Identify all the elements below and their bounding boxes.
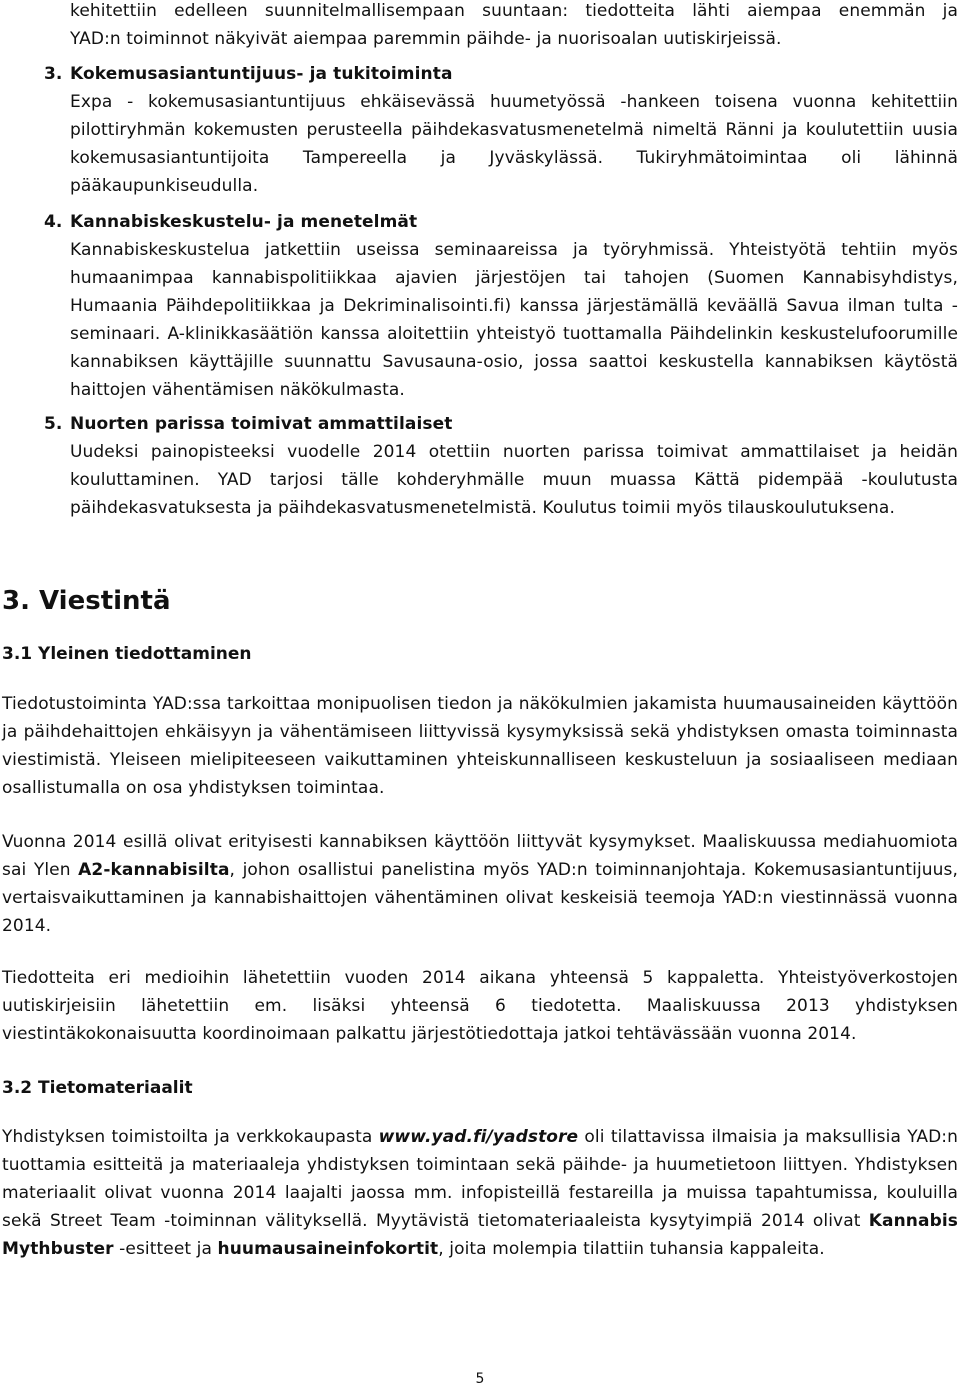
para-text-b: oli tilattavissa ilmaisia ja maksullisia YAD:n tuottamia esitteitä ja materiaaleja yhdistyksen toimintaan sekä päihde- ja huumetietoon liittyen. Yhdistyksen materiaalit olivat vuonna 2014 laajalti jaossa mm. infopisteillä festareilla ja muissa tapahtumissa, kouluilla sekä Street Team -toiminnan välityksellä. Myytävistä tietomateriaaleista kysytyimpiä 2014 olivat bbox=[2, 1127, 958, 1231]
bold-term-infokortit: huumausaineinfokortit bbox=[217, 1239, 439, 1259]
section-3-1-para-3 bbox=[2, 964, 958, 1048]
section-3-1-para-2 bbox=[2, 828, 958, 940]
list-item-5 bbox=[44, 410, 958, 522]
section-3-1-para-3-text: Tiedotteita eri medioihin lähetettiin vuoden 2014 aikana yhteensä 5 kappaletta. Yhteistyöverkostojen uutiskirjeisiin lähetettiin em. lisäksi yhteensä 6 tiedotetta. Maaliskuussa 2013 yhdistyksen viestintäkokonaisuutta koordinoimaan palkattu järjestötiedottaja jatkoi tehtävässään vuonna 2014. bbox=[2, 968, 958, 1044]
list-item-3-title: Kokemusasiantuntijuus- ja tukitoiminta bbox=[70, 64, 453, 84]
para-text-d: , joita molempia tilattiin tuhansia kappaleita. bbox=[438, 1239, 825, 1259]
list-item-4-number: 4. bbox=[44, 212, 63, 232]
section-3-1-heading: 3.1 Yleinen tiedottaminen bbox=[2, 644, 252, 664]
list-item-4-title: Kannabiskeskustelu- ja menetelmät bbox=[70, 212, 418, 232]
bold-term-mythbuster: Kannabis Mythbuster bbox=[2, 1211, 958, 1259]
para-2-text-a: Vuonna 2014 esillä olivat erityisesti kannabiksen käyttöön liittyvät kysymykset. Maaliskuussa mediahuomiota sai Ylen bbox=[2, 832, 958, 880]
list-item-5-body: Uudeksi painopisteeksi vuodelle 2014 otettiin nuorten parissa toimivat ammattilaiset ja heidän kouluttaminen. YAD tarjosi tälle kohderyhmälle muun muassa Kättä pidempää -koulutusta päihdekasvatuksesta ja päihdekasvatusmenetelmistä. Koulutus toimii myös tilauskoulutuksena. bbox=[70, 442, 958, 518]
list-item-4-heading bbox=[44, 208, 958, 236]
list-item-4-body: Kannabiskeskustelua jatkettiin useissa seminaareissa ja työryhmissä. Yhteistyötä tehtiin myös humaanimpaa kannabispolitiikkaa ajavien järjestöjen tai tahojen (Suomen Kannabisyhdistys, Humaania Päihdepolitiikkaa ja Dekriminalisointi.fi) kanssa järjestämällä keväällä Savua ilman tulta -seminaari. A-klinikkasäätiön kanssa aloitettiin yhteistyö tuottamalla Päihdelinkin keskustelufoorumille kannabiksen käyttäjille suunnattu Savusauna-osio, jossa saattoi keskustella kannabiksen käytöstä haittojen vähentämisen näkökulmasta. bbox=[70, 240, 958, 400]
section-3-2-para-text bbox=[2, 1123, 958, 1263]
para-2-text-b: , johon osallistui panelistina myös YAD:n toiminnanjohtaja. Kokemusasiantuntijuus, vertaisvaikuttaminen ja kannabishaittojen vähentäminen olivat keskeisiä teemoja YAD:n viestinnässä vuonna 2014. bbox=[2, 860, 958, 936]
para-text-a: Yhdistyksen toimistoilta ja verkkokaupasta bbox=[2, 1127, 379, 1147]
section-3-2-para bbox=[2, 1123, 958, 1263]
list-item-3 bbox=[44, 60, 958, 200]
list-item-5-heading bbox=[44, 410, 958, 438]
para-text-c: -esitteet ja bbox=[113, 1239, 218, 1259]
list-item-5-number: 5. bbox=[44, 414, 63, 434]
list-item-3-body: Expa - kokemusasiantuntijuus ehkäisevässä huumetyössä -hankeen toisena vuonna kehitettiin pilottiryhmän kokemusten perusteella päihdekasvatusmenetelmä nimeltä Ränni ja koulutettiin uusia kokemusasiantuntijoita Tampereella ja Jyväskylässä. Tukiryhmätoimintaa oli lähinnä pääkaupunkiseudulla. bbox=[70, 92, 958, 196]
intro-line-2: YAD:n toiminnot näkyivät aiempaa paremmin päihde- ja nuorisoalan uutiskirjeissä. bbox=[70, 29, 782, 49]
section-3-1-para-2-text bbox=[2, 828, 958, 940]
list-item-3-heading bbox=[44, 60, 958, 88]
list-item-4 bbox=[44, 208, 958, 404]
list-item-3-number: 3. bbox=[44, 64, 63, 84]
section-3-2-heading: 3.2 Tietomateriaalit bbox=[2, 1078, 193, 1098]
page-number: 5 bbox=[475, 1371, 485, 1387]
intro-paragraph bbox=[70, 0, 958, 53]
yadstore-link[interactable]: www.yad.fi/yadstore bbox=[378, 1127, 579, 1147]
section-3-1-para-1 bbox=[2, 690, 958, 802]
section-3-1-para-1-text: Tiedotustoiminta YAD:ssa tarkoittaa monipuolisen tiedon ja näkökulmien jakamista huumausaineiden käyttöön ja päihdehaittojen ehkäisyyn ja vähentämiseen liittyvissä kysymyksissä sekä yhdistyksen omasta toiminnasta viestimistä. Yleiseen mielipiteeseen vaikuttaminen yhteiskunnalliseen keskusteluun ja sosiaaliseen mediaan osallistumalla on osa yhdistyksen toimintaa. bbox=[2, 694, 958, 798]
section-3-heading: 3. Viestintä bbox=[2, 586, 171, 616]
list-item-5-title: Nuorten parissa toimivat ammattilaiset bbox=[70, 414, 453, 434]
para-2-bold-term: A2-kannabisilta bbox=[78, 860, 230, 880]
intro-line-1: kehitettiin edelleen suunnitelmallisempaan suuntaan: tiedotteita lähti aiempaa enemmän ja bbox=[70, 1, 958, 21]
